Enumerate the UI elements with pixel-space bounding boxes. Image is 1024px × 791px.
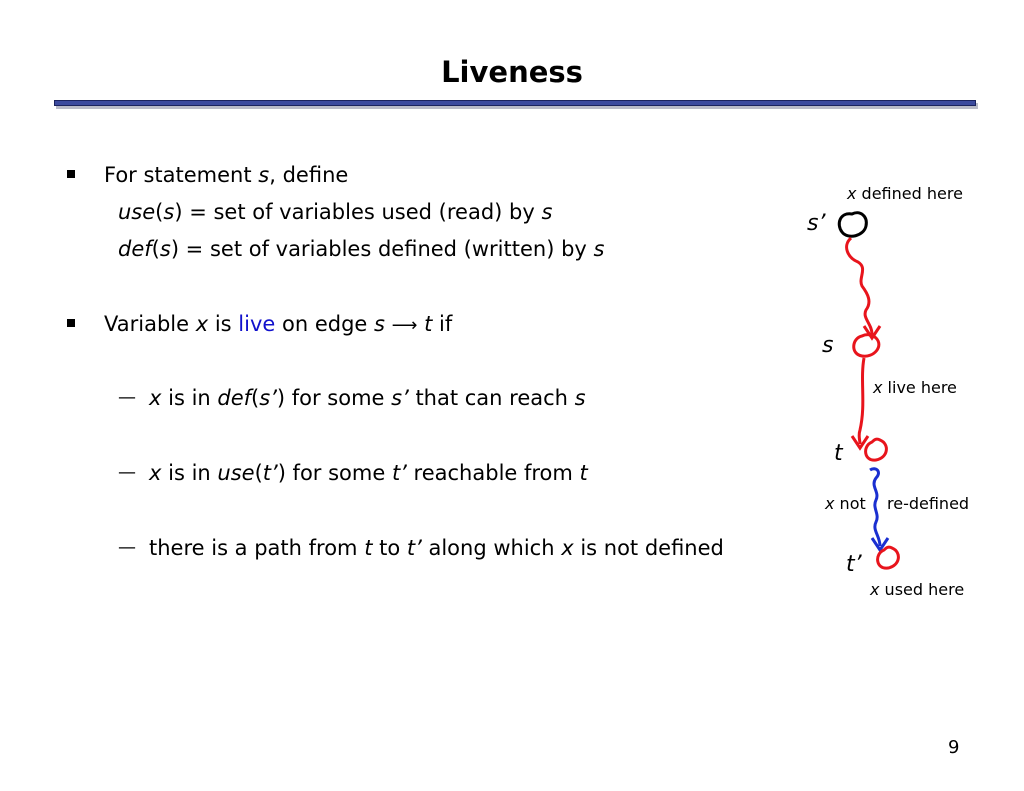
text: ( [151,237,160,261]
var-t: t [424,312,433,336]
var-s: s [374,312,385,336]
var-x: x [561,536,574,560]
text: used here [879,580,965,599]
text: ) for some [276,386,392,410]
t-prime-node-icon [878,547,899,568]
var-x: x [149,461,162,485]
text: ( [251,386,260,410]
label-used-here [870,580,964,600]
node-s-prime: s’ [807,211,826,236]
s-node-icon [854,335,879,357]
var-x: x [873,378,883,397]
var-x: x [149,386,162,410]
page-number: 9 [948,737,960,758]
node-t-prime: t’ [846,552,862,577]
text: live here [882,378,957,397]
var-t-prime: t’ [262,461,278,485]
t-node-icon [866,439,887,460]
page-title: Liveness [441,55,583,89]
text: is [208,312,239,336]
text: defined here [856,184,963,203]
path-t-to-t-prime [870,469,880,546]
text: is not defined [573,536,724,560]
var-s: s [258,163,270,187]
text: ( [155,200,164,224]
var-s: s [163,200,175,224]
text: to [372,536,407,560]
dash-marker: — [118,387,136,408]
var-x: x [195,312,209,336]
use-fn: use [217,461,255,485]
text: reachable from [406,461,580,485]
var-x: x [847,184,857,203]
var-t-prime: t’ [406,536,422,560]
def-fn: def [217,386,252,410]
edge-arrow-icon: ⟶ [391,315,418,336]
text: , define [269,163,349,187]
s-prime-node-icon [839,213,866,237]
var-x: x [825,494,835,513]
text: Variable [104,312,196,336]
var-s: s [159,237,171,261]
node-t: t [834,441,843,466]
label-live-here [873,378,957,398]
var-s: s [593,237,605,261]
text: ( [254,461,263,485]
label-redefined: re-defined [887,494,970,513]
live-keyword: live [238,312,276,336]
label-defined-here [847,184,963,204]
text: ) for some [277,461,392,485]
var-x: x [870,580,880,599]
text: is in [161,386,218,410]
text: that can reach [408,386,575,410]
text: For statement [104,163,259,187]
var-s-prime: s’ [391,386,409,410]
path-s-to-t [859,358,864,444]
text: ) = set of variables used (read) by [174,200,542,224]
text: on edge [275,312,374,336]
text: along which [421,536,562,560]
var-s: s [541,200,553,224]
label-not [825,494,866,514]
path-s-prime-to-s [847,238,872,334]
use-fn: use [118,200,156,224]
text: is in [161,461,218,485]
def-fn: def [118,237,152,261]
text: ) = set of variables defined (written) by [170,237,594,261]
dash-marker: — [118,537,136,558]
var-s: s [574,386,586,410]
var-t-prime: t’ [391,461,407,485]
text: not [834,494,866,513]
node-s: s [822,333,834,358]
text: if [432,312,453,336]
text: there is a path from [149,536,365,560]
dash-marker: — [118,462,136,483]
var-s-prime: s’ [259,386,277,410]
var-t: t [579,461,588,485]
var-t: t [364,536,373,560]
